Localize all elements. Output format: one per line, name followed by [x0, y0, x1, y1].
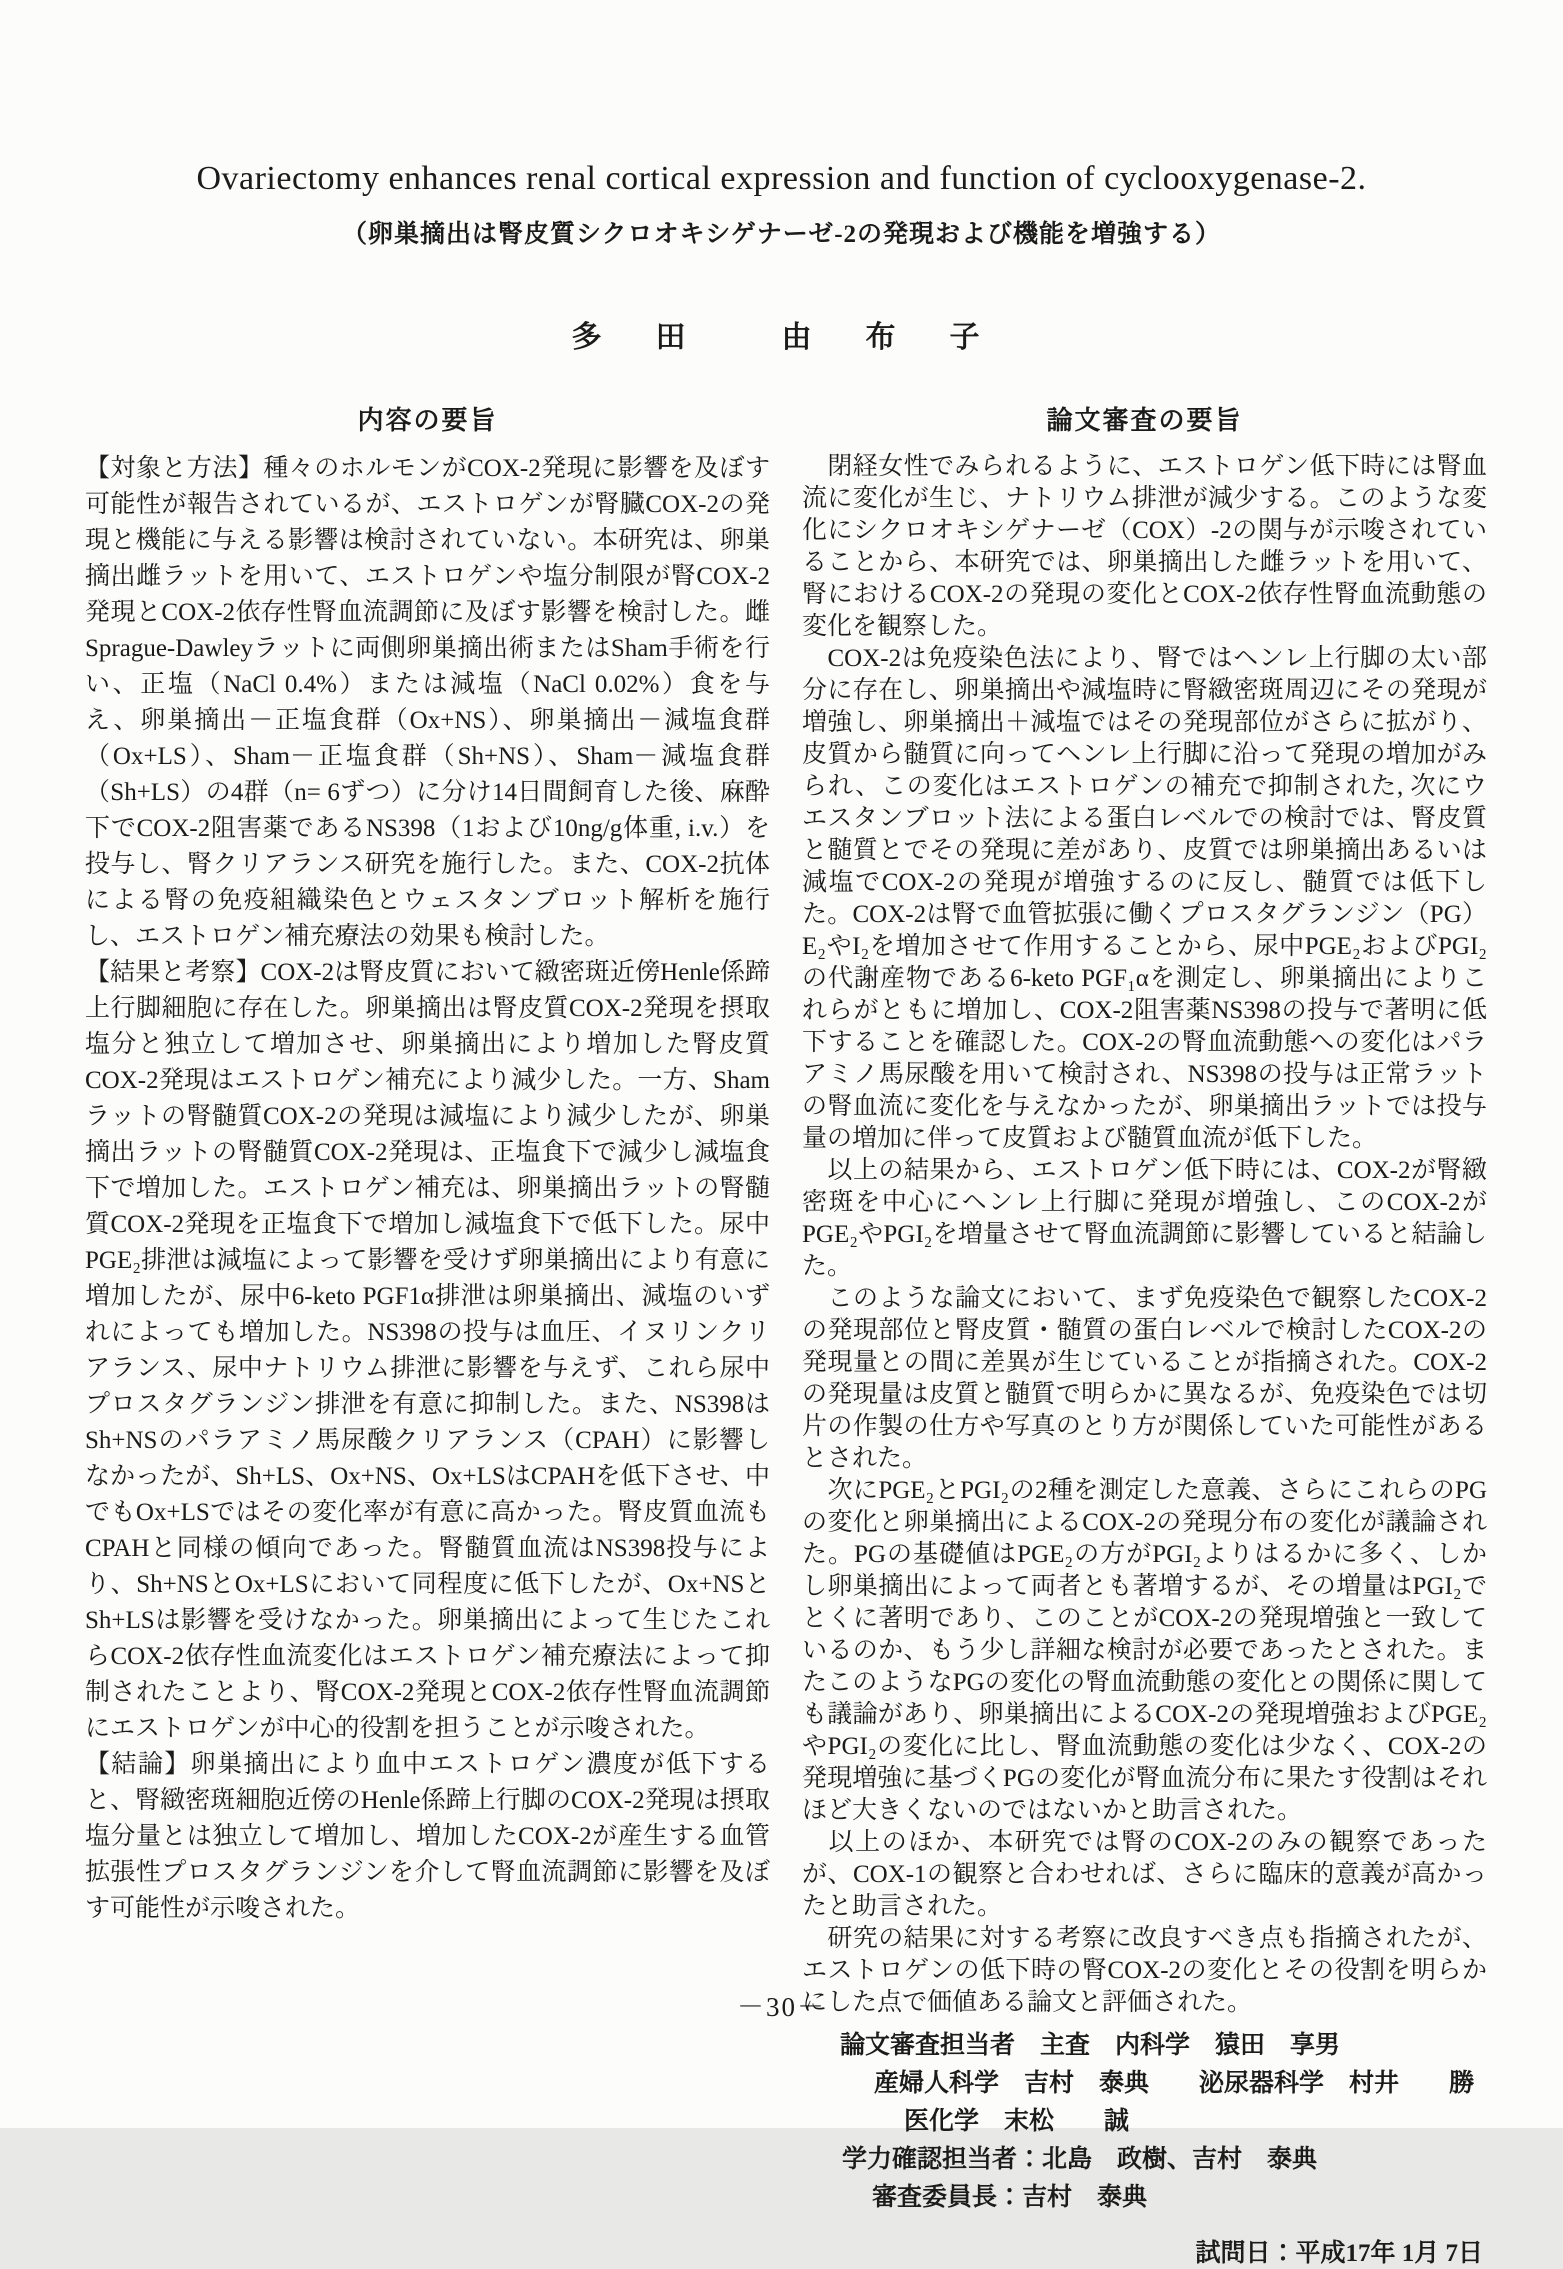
author-name: 多 田 由 布 子 — [571, 321, 992, 354]
committee-line: 論文審査担当者 主査 内科学 猿田 享男 — [840, 2032, 1341, 2059]
paragraph: COX-2は免疫染色法により、腎ではヘンレ上行脚の太い部分に存在し、卵巣摘出や減塩時に腎緻密斑周辺にその発現が増強し、卵巣摘出＋減塩ではその発現部位がさらに拡がり、皮質から髄質に向ってヘンレ上行脚に沿って発現の増加がみられ、この変化はエストロゲンの補充で抑制された, 次にウエスタンブロット法による蛋白レベルでの検討では、腎皮質と髄質とでその発現に差があり、皮質では卵巣摘出あるいは減塩でCOX-2の発現が増強するのに反し、髄質では低下した。COX-2は腎で血管拡張に働くプロスタグランジン（PG）E₂やI₂を増加させて作用することから、尿中PGE₂およびPGI₂の代謝産物である6-keto PGF₁αを測定し、卵巣摘出によりこれらがともに増加し、COX-2阻害薬NS398の投与で著明に低下することを確認した。COX-2の腎血流動態への変化はパラアミノ馬尿酸を用いて検討され、NS398の投与は正常ラットの腎血流に変化を与えなかったが、卵巣摘出ラットでは投与量の増加に伴って皮質および髄質血流が低下した。 — [802, 645, 1487, 1152]
committee-line: 学力確認担当者：北島 政樹、吉村 泰典 — [842, 2146, 1318, 2173]
page-title: Ovariectomy enhances renal cortical expression and function of cyclooxygenase-2. — [196, 160, 1367, 197]
committee-line: 産婦人科学 吉村 泰典 泌尿器科学 村井 勝 — [874, 2070, 1475, 2097]
paragraph: 研究の結果に対する考察に改良すべき点も指摘されたが、エストロゲンの低下時の腎COX-2の変化とその役割を明らかにした点で価値ある論文と評価された。 — [802, 1925, 1487, 2016]
page-number: －30－ — [737, 1992, 826, 2022]
paragraph-methods: 【対象と方法】種々のホルモンがCOX-2発現に影響を及ぼす可能性が報告されているが、エストロゲンが腎臓COX-2の発現と機能に与える影響は検討されていない。本研究は、卵巣摘出雌ラットを用いて、エストロゲンや塩分制限が腎COX-2発現とCOX-2依存性腎血流調節に及ぼす影響を検討した。雌Sprague-Dawleyラットに両側卵巣摘出術またはSham手術を行い、正塩（NaCl 0.4%）または減塩（NaCl 0.02%）食を与え、卵巣摘出－正塩食群（Ox+NS）、卵巣摘出－減塩食群（Ox+LS）、Sham－正塩食群（Sh+NS）、Sham－減塩食群（Sh+LS）の4群（n= 6ずつ）に分け14日間飼育した後、麻酔下でCOX-2阻害薬であるNS398（1および10ng/g体重, i.v.）を投与し、腎クリアランス研究を施行した。また、COX-2抗体による腎の免疫組織染色とウェスタンブロット解析を施行し、エストロゲン補充療法の効果も検討した。 — [85, 455, 770, 950]
paragraph: このような論文において、まず免疫染色で観察したCOX-2の発現部位と腎皮質・髄質の蛋白レベルで検討したCOX-2の発現量との間に差異が生じていることが指摘された。COX-2の発現量は皮質と髄質で明らかに異なるが、免疫染色では切片の作製の仕方や写真のとり方が関係していた可能性があるとされた。 — [802, 1285, 1487, 1472]
title-japanese: （卵巣摘出は腎皮質シクロオキシゲナーゼ-2の発現および機能を増強する） — [341, 221, 1222, 248]
paragraph: 以上のほか、本研究では腎のCOX-2のみの観察であったが、COX-1の観察と合わせれば、さらに臨床的意義が高かったと助言された。 — [802, 1829, 1487, 1920]
committee-line: 審査委員長：吉村 泰典 — [872, 2184, 1148, 2211]
paragraph: 以上の結果から、エストロゲン低下時には、COX-2が腎緻密斑を中心にヘンレ上行脚に発現が増強し、このCOX-2がPGE₂やPGI₂を増量させて腎血流調節に影響していると結論した。 — [802, 1157, 1487, 1280]
committee-block — [802, 2027, 1487, 2217]
paragraph: 閉経女性でみられるように、エストロゲン低下時には腎血流に変化が生じ、ナトリウム排泄が減少する。このような変化にシクロオキシゲナーゼ（COX）-2の関与が示唆されていることから、本研究では、卵巣摘出した雌ラットを用いて、腎におけるCOX-2の発現の変化とCOX-2依存性腎血流動態の変化を観察した。 — [802, 453, 1487, 640]
paragraph-conclusion: 【結論】卵巣摘出により血中エストロゲン濃度が低下すると、腎緻密斑細胞近傍のHenle係蹄上行脚のCOX-2発現は摂取塩分量とは独立して増加し、増加したCOX-2が産生する血管拡張性プロスタグランジンを介して腎血流調節に影響を及ぼす可能性が示唆された。 — [85, 1751, 770, 1922]
paragraph-results: 【結果と考察】COX-2は腎皮質において緻密斑近傍Henle係蹄上行脚細胞に存在した。卵巣摘出は腎皮質COX-2発現を摂取塩分と独立して増加させ、卵巣摘出により増加した腎皮質COX-2発現はエストロゲン補充により減少した。一方、Shamラットの腎髄質COX-2の発現は減塩により減少したが、卵巣摘出ラットの腎髄質COX-2発現は、正塩食下で減少し減塩食下で増加した。エストロゲン補充は、卵巣摘出ラットの腎髄質COX-2発現を正塩食下で増加し減塩食下で低下した。尿中PGE₂排泄は減塩によって影響を受けず卵巣摘出により有意に増加したが、尿中6-keto PGF1α排泄は卵巣摘出、減塩のいずれによっても増加した。NS398の投与は血圧、イヌリンクリアランス、尿中ナトリウム排泄に影響を与えず、これら尿中プロスタグランジン排泄を有意に抑制した。また、NS398はSh+NSのパラアミノ馬尿酸クリアランス（CPAH）に影響しなかったが、Sh+LS、Ox+NS、Ox+LSはCPAHを低下させ、中でもOx+LSではその変化率が有意に高かった。腎皮質血流もCPAHと同様の傾向であった。腎髄質血流はNS398投与により、Sh+NSとOx+LSにおいて同程度に低下したが、Ox+NSとSh+LSは影響を受けなかった。卵巣摘出によって生じたこれらCOX-2依存性血流変化はエストロゲン補充療法によって抑制されたことより、腎COX-2発現とCOX-2依存性腎血流調節にエストロゲンが中心的役割を担うことが示唆された。 — [85, 959, 770, 1742]
right-column-heading: 論文審査の要旨 — [1046, 405, 1243, 435]
left-column-heading: 内容の要旨 — [357, 405, 498, 435]
exam-date: 試問日：平成17年 1月 7日 — [1195, 2240, 1483, 2267]
paragraph: 次にPGE₂とPGI₂の2種を測定した意義、さらにこれらのPGの変化と卵巣摘出によるCOX-2の発現分布の変化が議論された。PGの基礎値はPGE₂の方がPGI₂よりはるかに多く、しかし卵巣摘出によって両者とも著増するが、その増量はPGI₂でとくに著明であり、このことがCOX-2の発現増強と一致しているのか、もう少し詳細な検討が必要であったとされた。またこのようなPGの変化の腎血流動態の変化との関係に関しても議論があり、卵巣摘出によるCOX-2の発現増強およびPGE₂やPGI₂の変化に比し、腎血流動態の変化は少なく、COX-2の発現増強に基づくPGの変化が腎血流分布に果たす役割はそれほど大きくないのではないかと助言された。 — [802, 1477, 1487, 1824]
committee-line: 医化学 末松 誠 — [904, 2108, 1130, 2135]
